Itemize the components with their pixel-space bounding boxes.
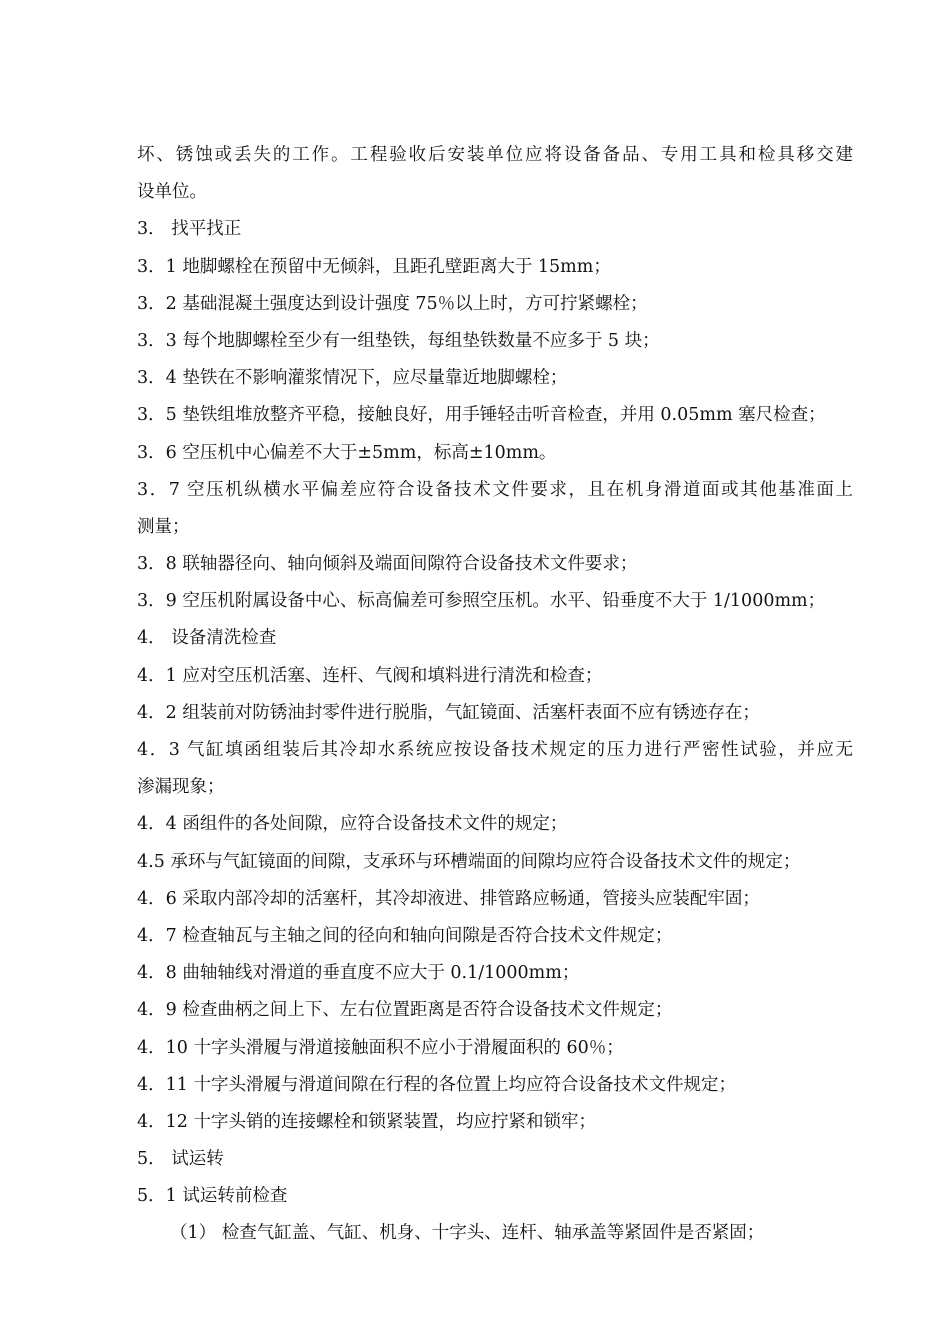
list-item: 3．2 基础混凝土强度达到设计强度 75％以上时，方可拧紧螺栓； (137, 293, 648, 314)
list-item: 4．2 组装前对防锈油封零件进行脱脂，气缸镜面、活塞杆表面不应有锈迹存在； (137, 702, 760, 723)
list-item: 4．11 十字头滑履与滑道间隙在行程的各位置上均应符合设备技术文件规定； (137, 1074, 736, 1095)
list-item: 3．6 空压机中心偏差不大于±5mm，标高±10mm。 (137, 442, 557, 463)
list-item: 3．1 地脚螺栓在预留中无倾斜，且距孔壁距离大于 15mm； (137, 256, 611, 277)
list-item: 4．8 曲轴轴线对滑道的垂直度不应大于 0.1/1000mm； (137, 963, 580, 984)
list-item: 4．1 应对空压机活塞、连杆、气阀和填料进行清洗和检查； (137, 665, 603, 686)
numbered-item: （1） 检查气缸盖、气缸、机身、十字头、连杆、轴承盖等紧固件是否紧固； (170, 1223, 765, 1244)
list-item: 4．3 气缸填函组装后其冷却水系统应按设备技术规定的压力进行严密性试验，并应无 (137, 740, 853, 760)
list-item: 3．8 联轴器径向、轴向倾斜及端面间隙符合设备技术文件要求； (137, 554, 638, 575)
list-item: 4．9 检查曲柄之间上下、左右位置距离是否符合设备技术文件规定； (137, 1000, 673, 1021)
list-item: 4．4 函组件的各处间隙，应符合设备技术文件的规定； (137, 814, 568, 835)
list-item: 3．4 垫铁在不影响灌浆情况下，应尽量靠近地脚螺栓； (137, 368, 568, 389)
paragraph-line: 设单位。 (137, 182, 207, 203)
list-item: 3．7 空压机纵横水平偏差应符合设备技术文件要求，且在机身滑道面或其他基准面上 (137, 479, 853, 500)
subsection-heading: 5．1 试运转前检查 (137, 1186, 288, 1207)
list-item: 3．3 每个地脚螺栓至少有一组垫铁，每组垫铁数量不应多于 5 块； (137, 330, 660, 351)
document-body (137, 137, 853, 1253)
section-heading: 5． 试运转 (137, 1149, 224, 1170)
paragraph-line: 坏、锈蚀或丢失的工作。工程验收后安装单位应将设备备品、专用工具和检具移交建 (137, 145, 853, 165)
list-item: 4.5 承环与气缸镜面的间隙，支承环与环槽端面的间隙均应符合设备技术文件的规定； (137, 851, 801, 872)
list-item: 3．5 垫铁组堆放整齐平稳，接触良好，用手锤轻击听音检查，并用 0.05mm 塞尺检查； (137, 405, 826, 426)
list-item: 4．12 十字头销的连接螺栓和锁紧装置，均应拧紧和锁牢； (137, 1111, 596, 1132)
list-item: 4．6 采取内部冷却的活塞杆，其冷却液进、排管路应畅通，管接头应装配牢固； (137, 888, 760, 909)
list-item: 4．7 检查轴瓦与主轴之间的径向和轴向间隙是否符合技术文件规定； (137, 925, 673, 946)
list-item: 4．10 十字头滑履与滑道接触面积不应小于滑履面积的 60％； (137, 1037, 624, 1058)
list-item-continuation: 测量； (137, 516, 190, 537)
list-item: 3．9 空压机附属设备中心、标高偏差可参照空压机。水平、铅垂度不大于 1/1000mm； (137, 591, 826, 612)
list-item-continuation: 渗漏现象； (137, 777, 225, 798)
section-heading: 3． 找平找正 (137, 219, 242, 240)
section-heading: 4． 设备清洗检查 (137, 628, 277, 649)
